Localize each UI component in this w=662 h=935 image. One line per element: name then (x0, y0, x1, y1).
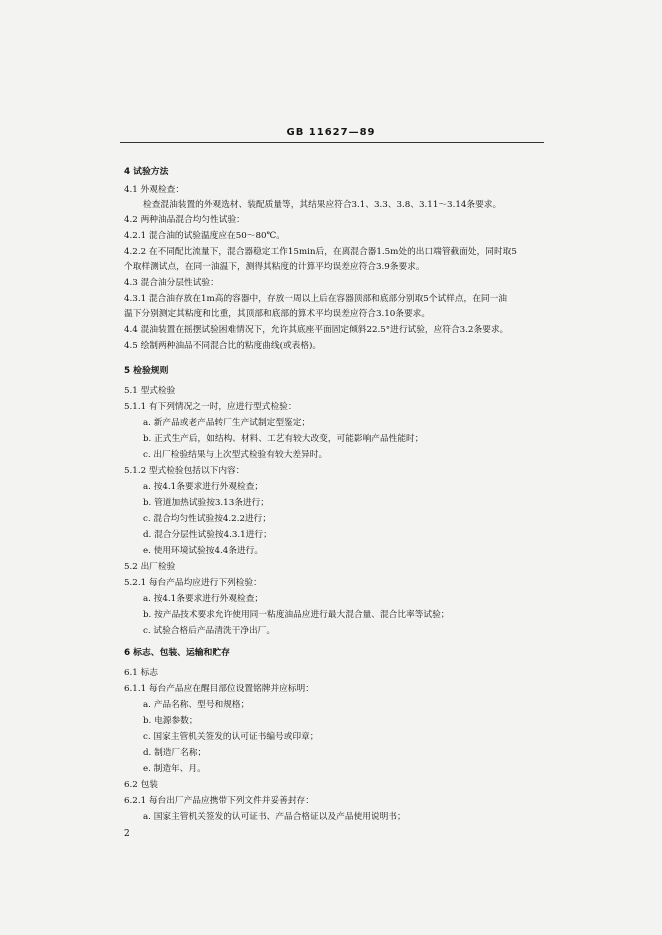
section-heading: 4 试验方法 (124, 167, 169, 177)
text-line: b. 电源参数； (143, 716, 198, 726)
page-number: 2 (124, 829, 130, 839)
text-line: 4.5 绘制两种油品不同混合比的粘度曲线(或表格)。 (124, 341, 322, 351)
text-line: 5.2.1 每台产品均应进行下列检验： (124, 578, 262, 588)
text-line: c. 试验合格后产品清洗干净出厂。 (143, 626, 276, 636)
text-line: a. 产品名称、型号和规格； (143, 700, 250, 710)
text-line: 6.2.1 每台出厂产品应携带下列文件并妥善封存： (124, 796, 314, 806)
text-line: 温下分别测定其粘度和比重，其顶部和底部的算术平均误差应符合3.10条要求。 (124, 309, 431, 319)
text-line: 检查混油装置的外观选材、装配质量等，其结果应符合3.1、3.3、3.8、3.11～3.14条要求。 (143, 200, 502, 210)
text-line: a. 按4.1条要求进行外观检查； (143, 594, 264, 604)
text-line: c. 国家主管机关签发的认可证书编号或印章； (143, 732, 319, 742)
text-line: 5.1.2 型式检验包括以下内容： (124, 466, 245, 476)
text-line: b. 管道加热试验按3.13条进行； (143, 498, 269, 508)
text-line: 4.2.2 在不同配比流量下，混合器稳定工作15min后，在离混合器1.5m处的出口端管截面处，同时取5 (124, 247, 517, 257)
text-line: 6.2 包装 (124, 780, 158, 790)
text-line: 4.3 混合油分层性试验： (124, 278, 219, 288)
text-line: 6.1.1 每台产品应在醒目部位设置铭牌并应标明： (124, 684, 314, 694)
text-line: 4.3.1 混合油存放在1m高的容器中，存放一周以上后在容器顶部和底部分别取5个试样点，在同一油 (124, 294, 507, 304)
text-line: 4.2.1 混合油的试验温度应在50～80℃。 (124, 231, 285, 241)
section-heading: 5 检验规则 (124, 366, 169, 376)
section-heading: 6 标志、包装、运输和贮存 (124, 648, 230, 658)
standard-header: GB 11627—89 (286, 127, 376, 138)
text-line: b. 按产品技术要求允许使用同一粘度油品应进行最大混合量、混合比率等试验； (143, 610, 450, 620)
text-line: 4.4 混油装置在摇摆试验困难情况下，允许其底座平面固定倾斜22.5°进行试验，应符合3.2条要求。 (124, 325, 509, 335)
text-line: d. 混合分层性试验按4.3.1进行； (143, 530, 272, 540)
text-line: b. 正式生产后，如结构、材料、工艺有较大改变，可能影响产品性能时； (143, 434, 424, 444)
text-line: 6.1 标志 (124, 668, 158, 678)
text-line: a. 国家主管机关签发的认可证书、产品合格证以及产品使用说明书； (143, 812, 406, 822)
text-line: a. 新产品或老产品转厂生产试制定型鉴定； (143, 418, 311, 428)
text-line: a. 按4.1条要求进行外观检查； (143, 482, 264, 492)
text-line: c. 混合均匀性试验按4.2.2进行； (143, 514, 272, 524)
text-line: 4.2 两种油品混合均匀性试验： (124, 215, 245, 225)
text-line: 4.1 外观检查： (124, 185, 185, 195)
text-line: 5.2 出厂检验 (124, 562, 176, 572)
text-line: e. 使用环境试验按4.4条进行。 (143, 546, 264, 556)
text-line: e. 制造年、月。 (143, 764, 206, 774)
text-line: 5.1.1 有下列情况之一时，应进行型式检验： (124, 402, 297, 412)
text-line: c. 出厂检验结果与上次型式检验有较大差异时。 (143, 450, 328, 460)
text-line: 个取样测试点，在同一油温下，测得其粘度的计算平均误差应符合3.9条要求。 (124, 262, 425, 272)
text-line: 5.1 型式检验 (124, 386, 176, 396)
text-line: d. 制造厂名称； (143, 748, 207, 758)
